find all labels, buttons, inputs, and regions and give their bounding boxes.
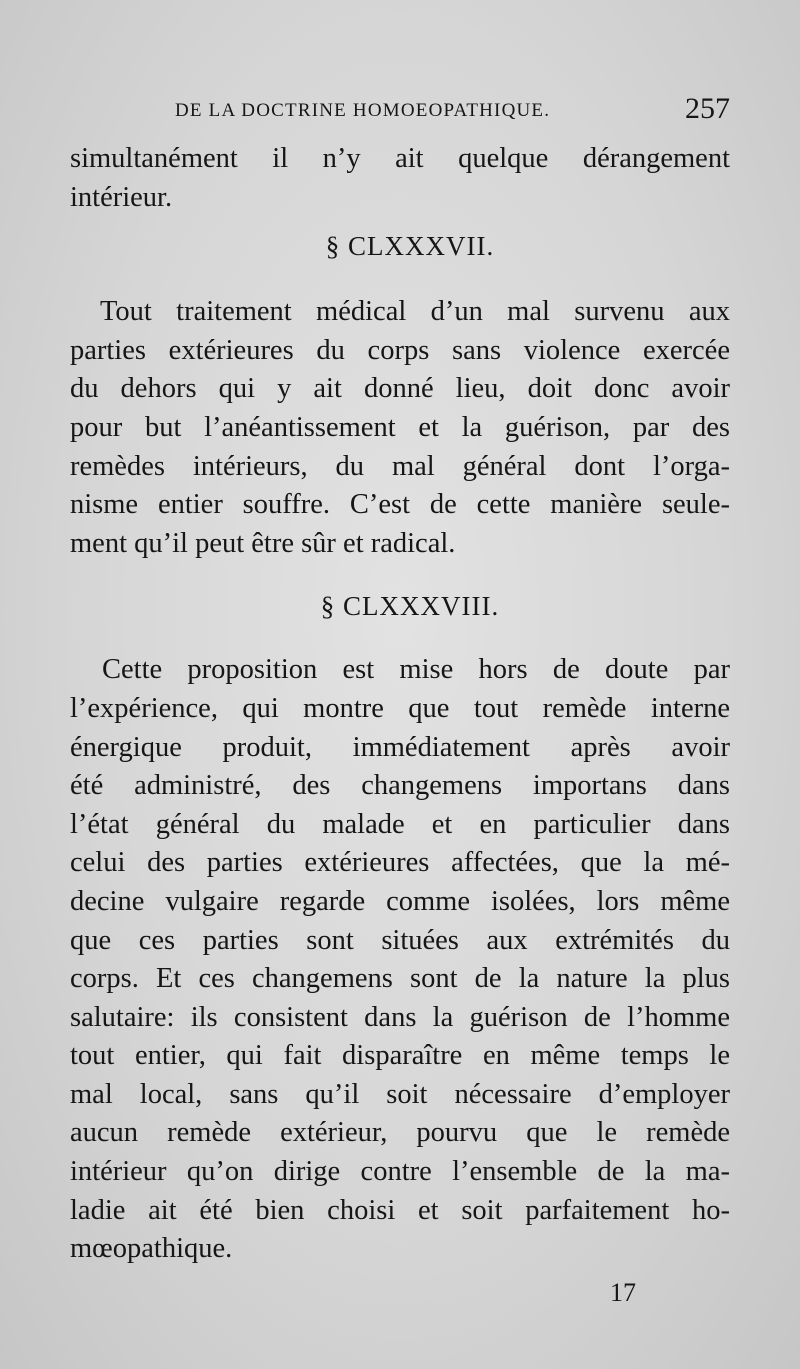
text-line: l’expérience, qui montre que tout remède interne [70,692,730,724]
text-line: decine vulgaire regarde comme isolées, lors même [70,885,730,917]
section-heading-clxxxvii: § CLXXXVII. [325,231,495,262]
signature-mark: 17 [610,1278,636,1307]
text-line: que ces parties sont situées aux extrémités du [70,924,730,956]
text-line: mal local, sans qu’il soit nécessaire d’employer [70,1078,730,1110]
text-line: ladie ait été bien choisi et soit parfaitement ho- [70,1194,730,1226]
text-line: tout entier, qui fait disparaître en même temps le [70,1040,730,1072]
text-line: nisme entier souffre. C’est de cette manière seule- [70,489,730,521]
page-header [175,94,730,130]
text-line: Tout traitement médical d’un mal survenu aux [100,296,730,328]
text-line: remèdes intérieurs, du mal général dont l’orga- [70,450,730,482]
text-line: aucun remède extérieur, pourvu que le remède [70,1117,730,1149]
text-line: ment qu’il peut être sûr et radical. [70,527,456,559]
page-body [70,140,730,1269]
text-line: Cette proposition est mise hors de doute par [102,654,730,686]
continuation-paragraph [70,140,730,217]
text-line: du dehors qui y ait donné lieu, doit donc avoir [70,373,730,405]
running-head: DE LA DOCTRINE HOMOEOPATHIQUE. [175,100,551,121]
page-number: 257 [685,92,730,125]
section-paragraph-clxxxviii [70,651,730,1269]
text-line: celui des parties extérieures affectées, que la mé- [70,847,730,879]
text-line: mœopathique. [70,1233,233,1265]
section-heading-clxxxviii: § CLXXXVIII. [320,591,500,622]
text-line: salutaire: ils consistent dans la guérison de l’homme [70,1001,730,1033]
text-line: énergique produit, immédiatement après avoir [70,731,730,763]
text-line: parties extérieures du corps sans violence exercée [70,334,730,366]
section-paragraph-clxxxvii [70,293,730,563]
text-line: simultanément il n’y ait quelque dérangement [70,143,730,174]
text-line: été administré, des changemens importans dans [70,770,730,802]
text-line: l’état général du malade et en particulier dans [70,808,730,840]
text-line: corps. Et ces changemens sont de la nature la plus [70,963,730,995]
text-line: intérieur. [70,181,173,213]
text-line: pour but l’anéantissement et la guérison, par des [70,411,730,443]
text-line: intérieur qu’on dirige contre l’ensemble de la ma- [70,1156,730,1188]
